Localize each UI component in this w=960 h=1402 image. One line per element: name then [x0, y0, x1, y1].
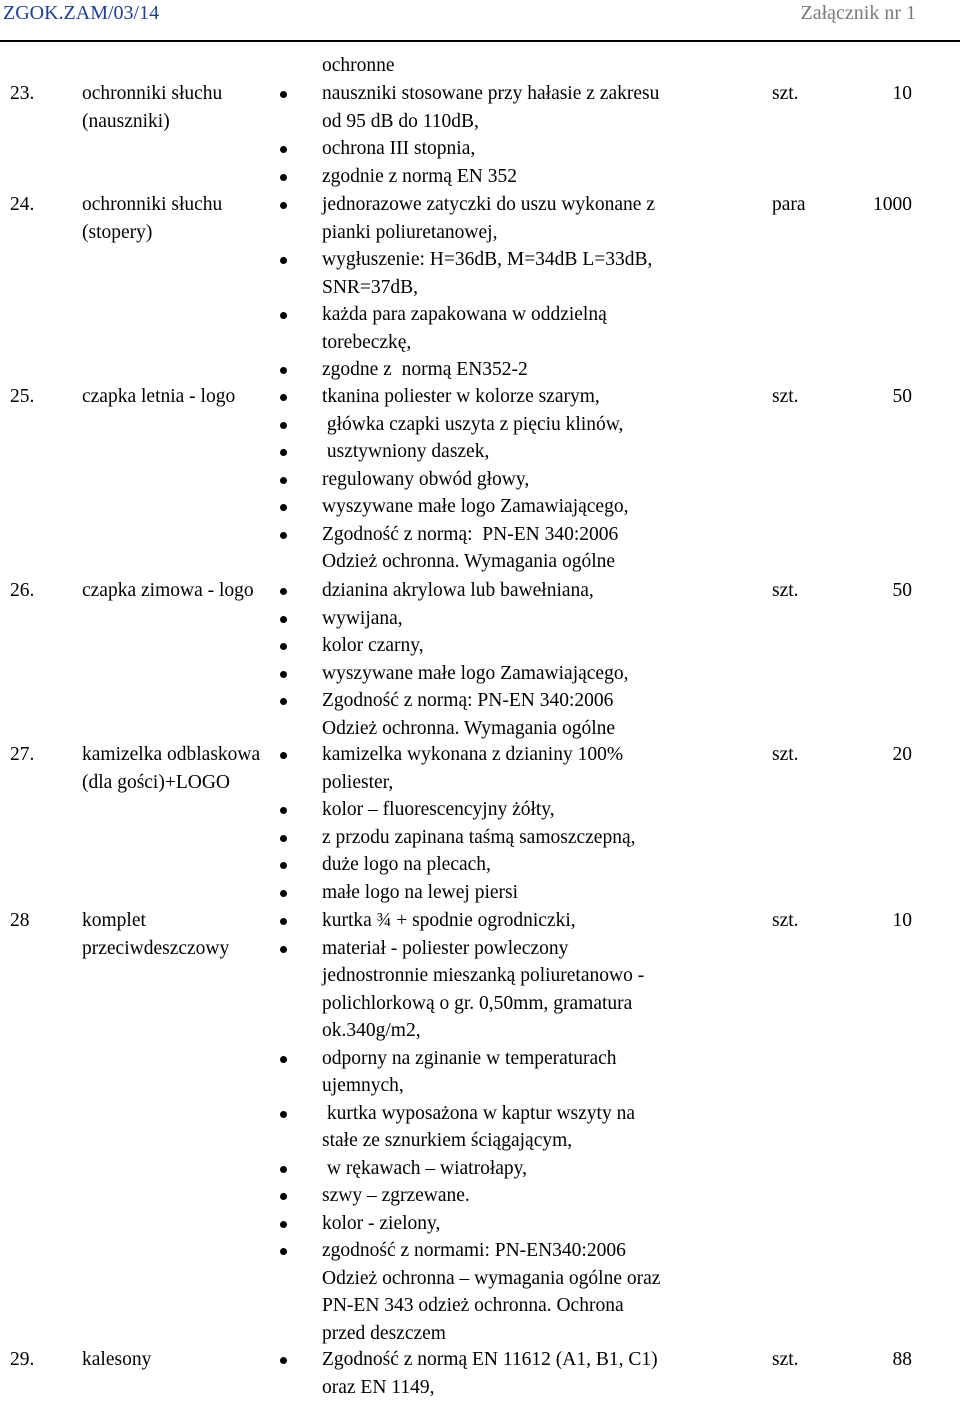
item-name: ochronniki słuchu (stopery) [82, 194, 223, 243]
description-line: w rękawach – wiatrołapy, [322, 1157, 528, 1179]
item-name: ochronniki słuchu (nauszniki) [82, 83, 223, 132]
description-line: polichlorkową o gr. 0,50mm, gramatura [322, 992, 633, 1014]
bullet-icon [280, 862, 287, 869]
description-line: tkanina poliester w kolorze szarym, [322, 386, 600, 407]
bullet-icon [280, 312, 287, 319]
bullet-icon [280, 1248, 287, 1255]
description-line: odporny na zginanie w temperaturach [322, 1047, 617, 1069]
bullet-icon [280, 588, 287, 595]
description-line: szwy – zgrzewane. [322, 1185, 470, 1206]
item-unit: para [772, 194, 806, 215]
bullet-icon [280, 257, 287, 264]
bullet-icon [280, 174, 287, 181]
bullet-icon [280, 698, 287, 705]
attachment-label: Załącznik nr 1 [800, 2, 916, 24]
bullet-icon [280, 1166, 287, 1173]
description-line: Odzież ochronna – wymagania ogólne oraz [322, 1267, 661, 1289]
description-line: wygłuszenie: H=36dB, M=34dB L=33dB, [322, 249, 653, 270]
bullet-icon [280, 616, 287, 623]
description-line: oraz EN 1149, [322, 1376, 435, 1398]
description-line: wyszywane małe logo Zamawiającego, [322, 662, 629, 684]
description-line: małe logo na lewej piersi [322, 881, 519, 903]
description-line: duże logo na plecach, [322, 854, 491, 875]
description-line: usztywniony daszek, [322, 441, 490, 462]
bullet-icon [280, 449, 287, 456]
description-line: z przodu zapinana taśmą samoszczepną, [322, 826, 636, 848]
bullet-icon [280, 671, 287, 678]
item-number: 28 [10, 910, 30, 931]
item-name: kalesony [82, 1349, 152, 1370]
description-line: zgodność z normami: PN-EN340:2006 [322, 1240, 626, 1261]
item-name: kamizelka odblaskowa (dla gości)+LOGO [82, 744, 261, 793]
item-quantity: 1000 [873, 194, 912, 215]
description-line: ok.340g/m2, [322, 1020, 421, 1041]
description-line: kolor - zielony, [322, 1212, 441, 1234]
bullet-icon [280, 1193, 287, 1200]
bullet-icon [280, 1357, 287, 1364]
bullet-icon [280, 752, 287, 759]
description-line: ochrona III stopnia, [322, 138, 476, 159]
bullet-icon [280, 890, 287, 897]
item-quantity: 10 [892, 910, 912, 931]
bullet-icon [280, 918, 287, 925]
description-line: każda para zapakowana w oddzielną [322, 304, 607, 325]
bullet-icon [280, 146, 287, 153]
description-line: kolor czarny, [322, 635, 424, 656]
item-name: czapka letnia - logo [82, 386, 236, 407]
header-rule [0, 40, 960, 42]
description-line: nauszniki stosowane przy hałasie z zakresu [322, 83, 660, 104]
description-line: kurtka ¾ + spodnie ogrodniczki, [322, 910, 576, 931]
item-quantity: 10 [892, 83, 912, 104]
item-quantity: 20 [892, 744, 912, 765]
description-line: PN-EN 343 odzież ochronna. Ochrona [322, 1295, 624, 1316]
item-unit: szt. [772, 386, 799, 407]
bullet-icon [280, 807, 287, 814]
description-line: stałe ze sznurkiem ściągającym, [322, 1130, 573, 1151]
bullet-icon [280, 91, 287, 98]
bullet-icon [280, 835, 287, 842]
description-line: zgodne z normą EN352-2 [322, 359, 528, 380]
description-line: wyszywane małe logo Zamawiającego, [322, 496, 629, 517]
description-line: materiał - poliester powleczony [322, 937, 569, 959]
description-line: Odzież ochronna. Wymagania ogólne [322, 717, 616, 739]
item-quantity: 50 [892, 386, 912, 407]
bullet-icon [280, 532, 287, 539]
description-line: torebeczkę, [322, 331, 412, 353]
description-line: dzianina akrylowa lub bawełniana, [322, 580, 594, 601]
item-name: komplet przeciwdeszczowy [82, 910, 230, 959]
description-line: pianki poliuretanowej, [322, 221, 498, 243]
bullet-icon [280, 1111, 287, 1118]
description-line: regulowany obwód głowy, [322, 468, 530, 490]
item-number: 23. [10, 83, 35, 104]
description-line: Zgodność z normą: PN-EN 340:2006 [322, 523, 619, 545]
bullet-icon [280, 946, 287, 953]
description-line: przed deszczem [322, 1322, 446, 1344]
item-name: czapka zimowa - logo [82, 580, 254, 601]
item-number: 26. [10, 580, 35, 601]
item-quantity: 50 [892, 580, 912, 601]
bullet-icon [280, 202, 287, 209]
bullet-icon [280, 504, 287, 511]
bullet-icon [280, 1221, 287, 1228]
item-number: 25. [10, 386, 35, 407]
description-line: Odzież ochronna. Wymagania ogólne [322, 551, 616, 572]
bullet-icon [280, 394, 287, 401]
item-quantity: 88 [892, 1349, 912, 1370]
description-line: główka czapki uszyta z pięciu klinów, [322, 413, 624, 435]
bullet-icon [280, 1056, 287, 1063]
description-line: zgodnie z normą EN 352 [322, 165, 517, 187]
bullet-icon [280, 477, 287, 484]
bullet-icon [280, 422, 287, 429]
description-line: jednostronnie mieszanką poliuretanowo - [322, 965, 645, 986]
bullet-icon [280, 367, 287, 374]
item-number: 27. [10, 744, 35, 765]
bullet-icon [280, 643, 287, 650]
description-line: kamizelka wykonana z dzianiny 100% [322, 744, 624, 765]
item-unit: szt. [772, 83, 799, 104]
item-unit: szt. [772, 910, 799, 931]
description-line: Zgodność z normą EN 11612 (A1, B1, C1) [322, 1349, 658, 1370]
document-id: ZGOK.ZAM/03/14 [3, 2, 160, 24]
item-unit: szt. [772, 744, 799, 765]
description-line: wywijana, [322, 607, 403, 629]
item-number: 24. [10, 194, 35, 215]
description-line: jednorazowe zatyczki do uszu wykonane z [322, 194, 655, 215]
description-line: ujemnych, [322, 1075, 404, 1096]
continued-text: ochronne [322, 55, 395, 76]
description-line: kurtka wyposażona w kaptur wszyty na [322, 1102, 635, 1124]
description-line: poliester, [322, 771, 394, 793]
item-unit: szt. [772, 580, 799, 601]
description-line: SNR=37dB, [322, 276, 419, 298]
item-number: 29. [10, 1349, 35, 1370]
item-unit: szt. [772, 1349, 799, 1370]
description-line: Zgodność z normą: PN-EN 340:2006 [322, 690, 614, 711]
description-line: kolor – fluorescencyjny żółty, [322, 799, 555, 820]
description-line: od 95 dB do 110dB, [322, 110, 479, 132]
